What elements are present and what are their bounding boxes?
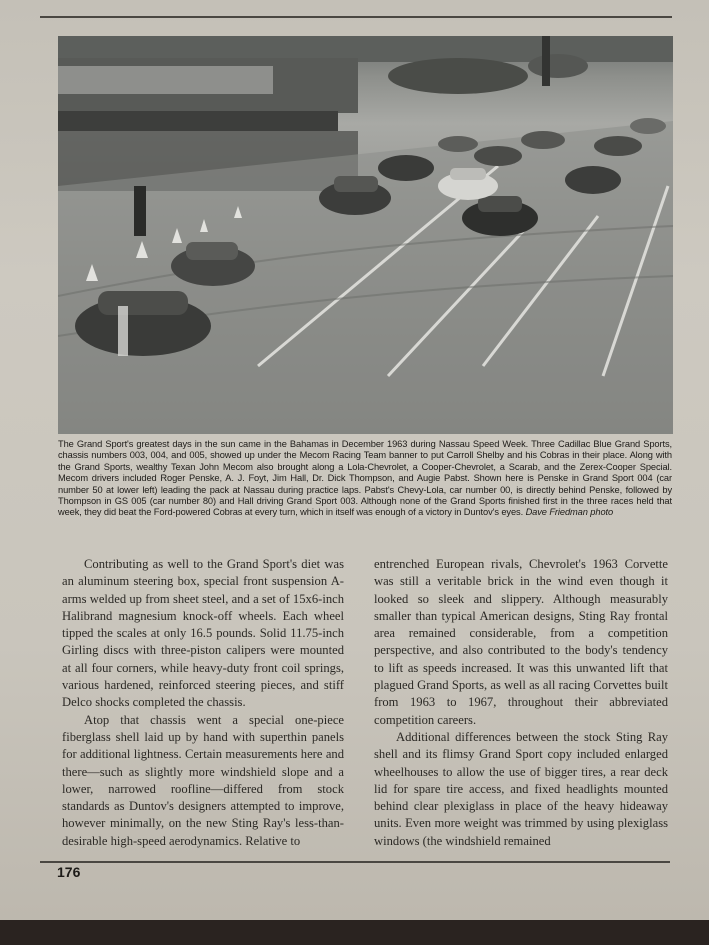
body-paragraph: entrenched European rivals, Chevrolet's 1963 Corvette was still a veritable brick in the wind even though it looked so sleek and slippery. Although measurably smaller than typical American designs, Sting Ray frontal area remained considerable, from a competition perspective, and also contributed to the body's tendency to lift as speeds increased. It was this unwanted lift that plagued Grand Sports, as well as all racing Corvettes built from 1963 to 1967, throughout their abbreviated competition careers. (374, 557, 668, 727)
body-paragraph: Contributing as well to the Grand Sport's diet was an aluminum steering box, special front suspension A-arms welded up from sheet steel, and a set of 15x6-inch Halibrand magnesium knock-off wheels. Each wheel tipped the scales at only 16.5 pounds. Solid 11.75-inch Girling discs with three-piston calipers were mounted at all four corners, while heavy-duty front coil springs, various hardened, reinforced steering pieces, and stiff Delco shocks completed the chassis. (62, 557, 344, 710)
photo-car-sixth (565, 166, 621, 194)
photo-pit-roof (58, 111, 338, 131)
photo-car-seventh (378, 155, 434, 181)
bottom-rule (40, 861, 670, 863)
body-column-right (374, 556, 668, 850)
photo-caption (58, 439, 672, 519)
photo-illustration (58, 36, 673, 434)
photo-person (134, 186, 146, 236)
photo-trees-2 (528, 54, 588, 78)
top-rule (40, 16, 672, 18)
racing-grid-photo (58, 36, 673, 434)
photo-trees (388, 58, 528, 94)
caption-text: The Grand Sport's greatest days in the sun came in the Bahamas in December 1963 during Nassau Speed Week. Three Cadillac Blue Grand Sports, chassis numbers 003, 004, and 005, showed up under the Mecom Racing Team banner to put Carroll Shelby and his Cobras in their place. Along with the Grand Sports, wealthy Texan John Mecom also brought along a Lola-Chevrolet, a Cooper-Chevrolet, a Scarab, and the Zerex-Cooper Special. Mecom drivers included Roger Penske, A. J. Foyt, Jim Hall, Dr. Dick Thompson, and Augie Pabst. Shown here is Penske in Grand Sport 004 (car number 50 at lower left) leading the pack at Nassau during practice laps. Pabst's Chevy-Lola, car number 00, is directly behind Penske, followed by Thompson in GS 005 (car number 80) and Hall driving Grand Sport 003. Although none of the Grand Sports finished first in the three races held that week, they did beat the Ford-powered Cobras at every turn, which in itself was enough of a victory in Duntov's eyes. (58, 439, 672, 518)
page-number: 176 (57, 864, 81, 880)
body-paragraph: Additional differences between the stock Sting Ray shell and its flimsy Grand Sport copy included enlarged wheelhouses to allow the use of bigger tires, a rear deck lid for spare tire access, and fixed headlights mounted behind clear plexiglass in place of the heavy hideaway units. Even more weight was trimmed by using plexiglass windows (the windshield remained (374, 729, 668, 848)
body-column-left (62, 556, 344, 850)
photo-grandstand-rail (58, 66, 273, 94)
photo-credit: Dave Friedman photo (525, 507, 614, 518)
body-paragraph: Atop that chassis went a special one-piece fiberglass shell laid up by hand with superthin panels for additional lightness. Certain measurements here and there—such as slightly more windshield slope and a lower, narrowed roofline—differed from stock standards as Duntov's designers attempted to improve, however minimally, on the new Sting Ray's less-than-desirable high-speed aerodynamics. Relative to (62, 712, 344, 848)
photo-tower (542, 36, 550, 86)
